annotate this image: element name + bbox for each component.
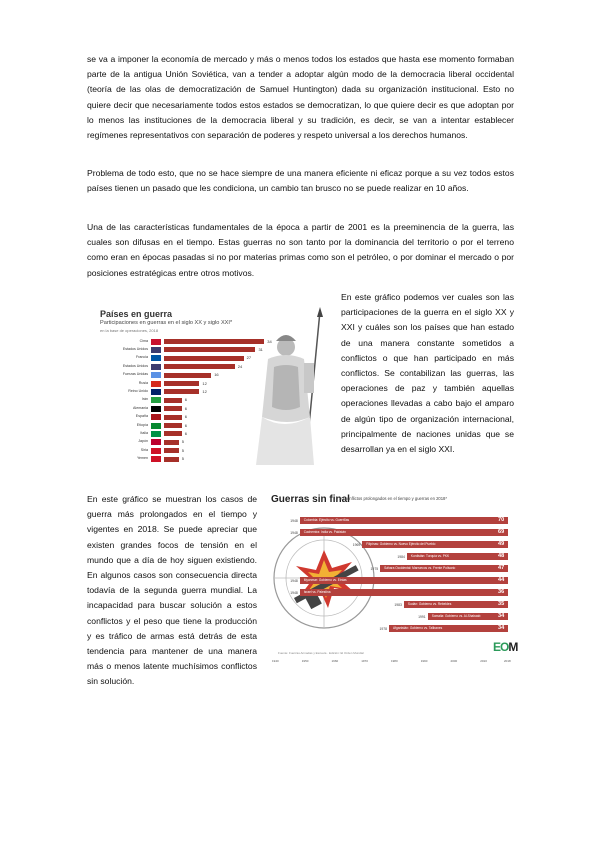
figure1-category-label: Estados Unidos <box>122 346 148 351</box>
figure2-axis-tick: 1980 <box>390 659 398 663</box>
figure1-bar <box>164 423 182 428</box>
figure2-duration-label: 35 <box>498 601 505 607</box>
figure1-value-label: 5 <box>181 447 184 453</box>
flag-icon <box>151 406 161 412</box>
figure2-start-year: 1948 <box>290 518 298 523</box>
figure1-category-label: Reino Unido <box>128 388 148 393</box>
figure2-start-year: 1948 <box>290 578 298 583</box>
figure1-bar <box>164 381 199 386</box>
figure1-value-label: 31 <box>258 346 263 352</box>
flag-icon <box>151 439 161 445</box>
figure2-axis-tick: 1940 <box>272 659 279 663</box>
figure2-bar: Israel vs. Palestina <box>300 589 508 596</box>
figure2-duration-label: 49 <box>498 541 505 547</box>
figure1-bar <box>164 389 199 394</box>
figure1-bar <box>164 457 179 462</box>
figure1-value-label: 6 <box>184 422 187 428</box>
figure2-axis-tick: 2018 <box>504 659 511 663</box>
figure2-start-year: 1984 <box>397 554 405 559</box>
soldier-figure-icon <box>244 307 334 467</box>
figure1-value-label: 12 <box>202 388 207 394</box>
figure1-bar <box>164 373 211 378</box>
figure2-bar: Kurdistán: Turquía vs. PKK <box>407 553 508 560</box>
figure2-bar: Somalia: Gobierno vs. Al-Shabaab <box>428 613 508 620</box>
figure2-start-year: 1969 <box>352 542 361 547</box>
figure1-value-label: 34 <box>267 338 272 344</box>
figure1-value-label: 6 <box>184 405 187 411</box>
figure2-duration-label: 44 <box>498 577 505 583</box>
figure2-start-year: 1948 <box>290 530 298 535</box>
figure1-bar <box>164 431 182 436</box>
figure2-duration-label: 69 <box>498 529 505 535</box>
paragraph-3: Una de las características fundamentales de la época a partir de 2001 es la preeminencia de la guerra, las cuales son difusas en el tiempo. Estas guerras no son tanto por la dominancia del territorio o por el terreno como eran en épocas pasadas si no por materias primas como son el petróleo, o por dominar el mercado o por posiciones estratégicas entre otros motivos. <box>87 222 514 278</box>
flag-icon <box>151 372 161 378</box>
flag-icon <box>151 347 161 353</box>
figure1-value-label: 6 <box>184 414 187 420</box>
figure1-value-label: 12 <box>202 380 207 386</box>
publisher-logo <box>493 640 517 654</box>
figure1-bar <box>164 364 235 369</box>
figure1-value-label: 24 <box>237 363 243 369</box>
figure2-bar: Myanmar: Gobierno vs. Etnias <box>300 577 508 584</box>
figure2-bar: Afganistán: Gobierno vs. Talibanes <box>389 625 508 632</box>
figure2-duration-label: 47 <box>498 565 505 571</box>
flag-icon <box>151 355 161 361</box>
logo-left-text: EO <box>493 640 509 654</box>
paragraph-2: Problema de todo esto, que no se hace siempre de una manera eficiente ni eficaz porque a su vez todos estos países tienen un pasado que les condiciona, un cambio tan brusco no se puede realizar en 10 años. <box>87 168 514 194</box>
figure2-duration-label: 36 <box>498 589 505 595</box>
figure2-start-year: 1983 <box>394 602 402 607</box>
figure2-bar: Filipinas: Gobierno vs. Nuevo Ejército del Pueblo <box>362 541 508 548</box>
paragraph-5: En este gráfico se muestran los casos de guerra más prolongados en el tiempo y vigentes en 2018. Se puede apreciar que existen grandes focos de tensión en el mundo que a día de hoy siguen existiendo. En algunos casos son consecuencia directa todavía de la segunda guerra mundial. La incapacidad para buscar solución a estos conflictos y el peso que tiene la producción y es tráfico de armas está detrás de esta tendencia para mantener de una manera más o menos latente muchísimos conflictos sin solución. <box>87 494 257 687</box>
figure1-bar <box>164 347 255 352</box>
figure2-start-year: 1975 <box>370 566 379 571</box>
figure2-bar: Cachemira: India vs. Pakistán <box>300 529 508 536</box>
flag-icon <box>151 423 161 429</box>
flag-icon <box>151 456 161 462</box>
figure1-category-label: Fuerzas Unidas <box>122 372 148 377</box>
figure1-category-label: Francia <box>136 355 148 360</box>
figure2-start-year: 1978 <box>379 626 388 631</box>
figure-endless-wars <box>268 490 518 667</box>
figure2-axis-tick: 1950 <box>301 659 309 663</box>
figure1-category-label: Siria <box>140 447 148 452</box>
figure-countries-at-war <box>86 299 334 470</box>
figure1-value-label: 5 <box>181 456 184 462</box>
figure1-category-label: Etiopía <box>136 422 148 427</box>
figure2-axis-tick: 2000 <box>450 659 458 663</box>
figure2-duration-label: 34 <box>498 613 505 619</box>
figure2-subtitle: 10 conflictos prolongados en el tiempo y guerras en 2018* <box>339 496 448 501</box>
flag-icon <box>151 381 161 387</box>
figure2-axis-tick: 2010 <box>480 659 487 663</box>
figure1-value-label: 6 <box>184 430 187 436</box>
figure2-title: Guerras sin final <box>271 494 350 505</box>
figure1-category-label: Irán <box>141 397 148 402</box>
paragraph-1: se va a imponer la economía de mercado y más o menos todos los estados que hasta ese momento formaban parte de la antigua Unión Soviética, van a tender a adoptar algún modo de la democracia liberal occidental (teoría de las olas de democratización de Samuel Huntington) dada su organización institucional. Esto no quiere decir que necesariamente todos estos estados se democratizan, lo que quiere decir es que adoptan por lo menos las instituciones de la democracia liberal y su tradición, es decir, se van a intentar establecer regímenes representativos con separación de poderes y respeto universal a los derechos humanos. <box>87 54 514 141</box>
figure1-category-label: Yemen <box>136 456 148 461</box>
logo-right-text: M <box>508 640 518 654</box>
flag-icon <box>151 389 161 395</box>
figure1-category-label: Estados Unidos <box>122 363 148 368</box>
flag-icon <box>151 414 161 420</box>
figure2-duration-label: 48 <box>498 553 505 559</box>
figure1-bar <box>164 448 179 453</box>
figure2-axis-tick: 1970 <box>361 659 368 663</box>
figure1-category-label: Japón <box>138 439 148 444</box>
figure1-category-label: Rusia <box>138 380 148 385</box>
figure1-category-label: Cima <box>139 338 148 343</box>
figure2-start-year: 1991 <box>418 614 426 619</box>
flag-icon <box>151 339 161 345</box>
flag-icon <box>151 397 161 403</box>
figure1-category-label: Alemania <box>133 405 148 410</box>
figure2-bar: Sáhara Occidental: Marruecos vs. Frente Polisario <box>380 565 508 572</box>
figure2-source: Fuente: Fuerzas Armadas y Escuela · Edición: El Orden Mundial <box>278 651 364 655</box>
figure1-title: Países en guerra <box>100 309 173 319</box>
flag-icon <box>151 448 161 454</box>
flag-icon <box>151 431 161 437</box>
figure2-duration-label: 34 <box>498 625 505 631</box>
figure1-category-label: Italia <box>140 430 148 435</box>
figure1-value-label: 6 <box>184 397 187 403</box>
figure1-value-label: 27 <box>246 355 252 361</box>
figure1-subtitle: Participaciones en guerras en el siglo XX y siglo XXI* <box>100 320 233 326</box>
figure2-bar: Colombia: Ejército vs. Guerrillas <box>300 517 508 524</box>
figure2-axis-tick: 1990 <box>420 659 428 663</box>
figure1-category-label: España <box>135 414 148 419</box>
figure1-bar <box>164 440 179 445</box>
figure1-bar <box>164 415 182 420</box>
paragraph-4: En este gráfico podemos ver cuales son las participaciones de la guerra en el siglo XX y XXI y cuáles son los países que han estado de una manera constante sometidos a conflictos o que han participado en más conflictos. Se contabilizan las guerras, las operaciones de paz y también aquellas operaciones llevadas a cabo bajo el amparo de algún tipo de organización internacional, principalmente de naciones unidas que se desarrollan ya en el siglo XXI. <box>341 292 514 455</box>
figure1-note: en la base de operaciones, 2018 <box>100 328 159 333</box>
figure2-bar: Sudán: Gobierno vs. Rebeldes <box>404 601 508 608</box>
flag-icon <box>151 364 161 370</box>
figure1-value-label: 5 <box>181 439 184 445</box>
figure1-bar <box>164 398 182 403</box>
figure2-axis-tick: 1960 <box>331 659 339 663</box>
figure1-value-label: 16 <box>214 372 219 378</box>
figure2-start-year: 1948 <box>290 590 298 595</box>
figure1-bar <box>164 356 244 361</box>
figure1-bar <box>164 406 182 411</box>
figure2-duration-label: 70 <box>498 517 505 523</box>
